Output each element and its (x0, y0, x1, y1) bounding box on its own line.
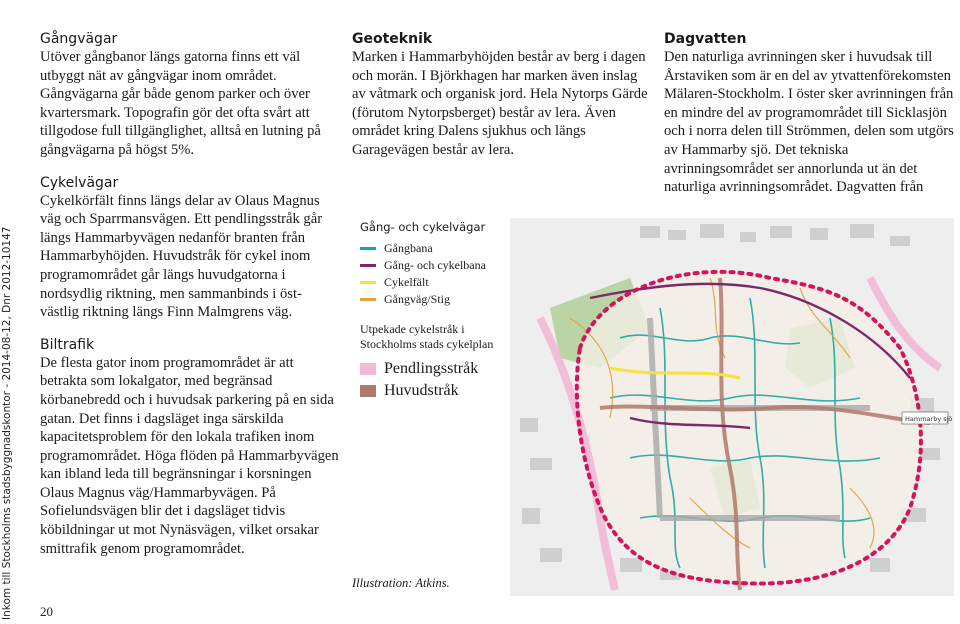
margin-stamp (0, 0, 16, 624)
legend-label: Gång- och cykelbana (384, 258, 486, 272)
legend-subtitle: Utpekade cykelstråk i Stockholms stads cykelplan (360, 322, 494, 351)
margin-stamp-text: Inkom till Stockholms stadsbyggnadskontor - 2014-08-12, Dnr 2012-10147 (1, 226, 13, 620)
legend-label: Gångbana (384, 241, 433, 255)
legend-swatch (360, 247, 376, 250)
paragraph-cykelvagar: Cykelkörfält finns längs delar av Olaus Magnus väg och Sparrmansvägen. Ett pendlingsstråk går längs Hammarbyvägen nedanför branten från Hammarbyhöjden. Huvudstråk för cykel inom programområdet går längs huvudgatorna i nordsydlig riktning, men sammanbinds i öst-västlig riktning längs Finn Malmgrens väg. (40, 192, 323, 321)
heading-dagvatten: Dagvatten (664, 31, 747, 47)
map-legend (360, 220, 510, 402)
legend-title: Gång- och cykelvägar (360, 220, 486, 234)
paragraph-biltrafik: De flesta gator inom programområdet är att betrakta som lokalgator, med begränsad körbanebredd och i huvudsak parkering på en sida gatan. Det finns i dagsläget inga särskilda kapacitetsproblem för den lokala trafiken inom programområdet. Höga flöden på Hammarbyvägen kan ibland leda till begränsningar i korsningen Olaus Magnus väg/Hammarbyvägen. På Sofielundsvägen blir det i dagsläget tidvis köbildningar ut mot Nynäsvägen, vilket orsakar smittrafik genom programområdet. (40, 354, 339, 557)
heading-cykelvagar: Cykelvägar (40, 174, 119, 191)
legend-swatch (360, 264, 376, 267)
heading-biltrafik: Biltrafik (40, 336, 95, 353)
paragraph-gangvagar: Utöver gångbanor längs gatorna finns ett väl utbyggt nät av gångvägar inom området. Gångvägarna går både genom parker och över kvartersmark. Topografin gör det ofta svårt att tillgodose full tillgänglighet, alltså en lutning på gångvägarna på högst 5%. (40, 49, 321, 158)
column-dagvatten (664, 30, 954, 197)
heading-geoteknik: Geoteknik (352, 31, 433, 47)
legend-swatch (360, 298, 376, 301)
legend-item-cykelfalt (360, 274, 510, 291)
legend-item-gang-och-cykelbana (360, 257, 510, 274)
heading-gangvagar: Gångvägar (40, 31, 118, 47)
legend-item-gangvag-stig (360, 291, 510, 308)
legend-label: Huvudstråk (384, 382, 459, 399)
legend-label: Gångväg/Stig (384, 292, 450, 306)
legend-label: Pendlingsstråk (384, 360, 479, 377)
legend-item-pendlingsstrak (360, 358, 510, 380)
paragraph-geoteknik: Marken i Hammarbyhöjden består av berg i dagen och morän. I Björkhagen har marken även inslag av våtmark och organisk jord. Hela Nytorps Gärde (förutom Nytorpsberget) består av lera. Även området kring Dalens sjukhus och längs Garagevägen består av lera. (352, 49, 648, 158)
legend-label: Cykelfält (384, 275, 429, 289)
page-number: 20 (40, 604, 53, 619)
legend-swatch (360, 363, 376, 375)
legend-item-huvudstrak (360, 380, 510, 402)
map-label-hammarby-sjo: Hammarby sjö (905, 415, 953, 423)
paragraph-dagvatten: Den naturliga avrinningen sker i huvudsak till Årstaviken som är en del av ytvattenförekomsten Mälaren-Stockholm. I öster sker avrinningen från en mindre del av programområdet till Sicklasjön och i norra delen till Strömmen, delen som utgörs av Hammarby sjö. Det tekniska avrinningsområdet ser annorlunda ut än det naturliga avrinningsområdet. Dagvatten från (664, 49, 954, 196)
legend-item-gangbana (360, 240, 510, 257)
legend-swatch (360, 281, 376, 284)
figure-caption: Illustration: Atkins. (352, 576, 450, 590)
legend-swatch (360, 385, 376, 397)
column-geoteknik (352, 30, 652, 160)
network-map (510, 218, 954, 596)
column-gangvagar (40, 30, 340, 558)
